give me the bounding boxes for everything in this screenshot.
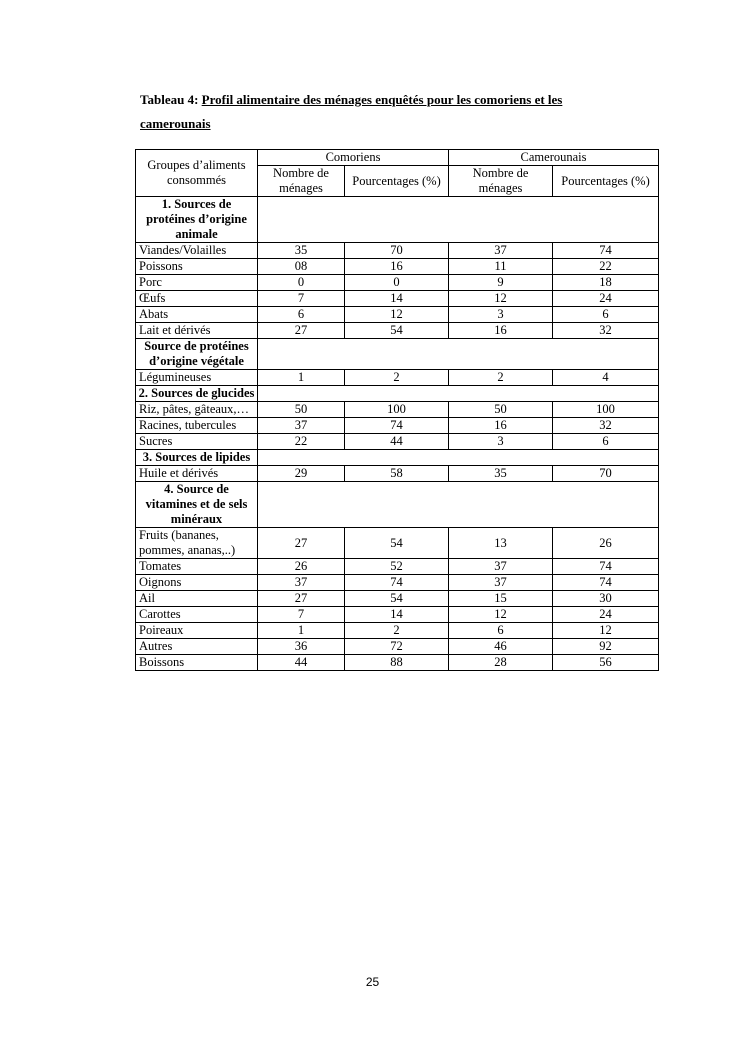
cell-comoriens-percent: 58: [345, 466, 449, 482]
cell-camerounais-count: 15: [449, 591, 553, 607]
cell-camerounais-percent: 24: [553, 607, 659, 623]
group-label: 1. Sources de protéines d’origine animale: [136, 197, 258, 243]
cell-camerounais-count: 50: [449, 402, 553, 418]
group-row: [136, 450, 659, 466]
cell-comoriens-count: 35: [258, 243, 345, 259]
group-row: [136, 482, 659, 528]
table-row: [136, 607, 659, 623]
cell-comoriens-count: 36: [258, 639, 345, 655]
table-row: [136, 275, 659, 291]
table-row: [136, 259, 659, 275]
row-label: Fruits (bananes, pommes, ananas,..): [136, 528, 258, 559]
cell-camerounais-percent: 4: [553, 370, 659, 386]
header-camerounais-count: Nombre de ménages: [449, 166, 553, 197]
row-label: Boissons: [136, 655, 258, 671]
table-row: [136, 575, 659, 591]
cell-comoriens-count: 37: [258, 575, 345, 591]
page-number: 25: [365, 975, 380, 989]
table-row: [136, 291, 659, 307]
cell-camerounais-percent: 22: [553, 259, 659, 275]
cell-camerounais-count: 12: [449, 607, 553, 623]
cell-camerounais-percent: 56: [553, 655, 659, 671]
cell-comoriens-percent: 54: [345, 323, 449, 339]
header-food-groups: Groupes d’aliments consommés: [136, 150, 258, 197]
cell-comoriens-percent: 14: [345, 607, 449, 623]
cell-comoriens-percent: 100: [345, 402, 449, 418]
group-label: 3. Sources de lipides: [136, 450, 258, 466]
cell-camerounais-count: 3: [449, 307, 553, 323]
cell-comoriens-count: 1: [258, 370, 345, 386]
table-row: [136, 466, 659, 482]
row-label: Autres: [136, 639, 258, 655]
header-camerounais: Camerounais: [449, 150, 659, 166]
cell-camerounais-count: 9: [449, 275, 553, 291]
cell-camerounais-percent: 74: [553, 575, 659, 591]
table-row: [136, 639, 659, 655]
row-label: Sucres: [136, 434, 258, 450]
cell-camerounais-count: 3: [449, 434, 553, 450]
group-label: 4. Source de vitamines et de sels minéraux: [136, 482, 258, 528]
table-row: [136, 623, 659, 639]
row-label: Huile et dérivés: [136, 466, 258, 482]
row-label: Poireaux: [136, 623, 258, 639]
cell-comoriens-percent: 88: [345, 655, 449, 671]
cell-comoriens-count: 1: [258, 623, 345, 639]
cell-camerounais-percent: 6: [553, 434, 659, 450]
row-label: Légumineuses: [136, 370, 258, 386]
cell-comoriens-percent: 2: [345, 623, 449, 639]
row-label: Carottes: [136, 607, 258, 623]
cell-comoriens-count: 22: [258, 434, 345, 450]
cell-comoriens-count: 44: [258, 655, 345, 671]
cell-camerounais-count: 2: [449, 370, 553, 386]
group-empty-cell: [258, 197, 659, 243]
cell-comoriens-count: 7: [258, 607, 345, 623]
table-row: [136, 418, 659, 434]
cell-camerounais-percent: 30: [553, 591, 659, 607]
cell-camerounais-percent: 18: [553, 275, 659, 291]
table-row: [136, 591, 659, 607]
table-body: [136, 197, 659, 671]
cell-comoriens-percent: 74: [345, 575, 449, 591]
table-row: [136, 434, 659, 450]
cell-camerounais-count: 37: [449, 243, 553, 259]
cell-comoriens-percent: 12: [345, 307, 449, 323]
cell-comoriens-percent: 54: [345, 591, 449, 607]
header-row-1: [136, 150, 659, 166]
cell-camerounais-percent: 6: [553, 307, 659, 323]
cell-camerounais-count: 11: [449, 259, 553, 275]
cell-comoriens-count: 0: [258, 275, 345, 291]
row-label: Oignons: [136, 575, 258, 591]
cell-camerounais-count: 16: [449, 418, 553, 434]
row-label: Tomates: [136, 559, 258, 575]
cell-comoriens-count: 27: [258, 528, 345, 559]
row-label: Viandes/Volailles: [136, 243, 258, 259]
cell-camerounais-count: 37: [449, 575, 553, 591]
cell-comoriens-count: 7: [258, 291, 345, 307]
group-row: [136, 339, 659, 370]
cell-comoriens-percent: 0: [345, 275, 449, 291]
food-profile-table: [135, 149, 659, 671]
row-label: Poissons: [136, 259, 258, 275]
cell-camerounais-count: 16: [449, 323, 553, 339]
cell-camerounais-count: 35: [449, 466, 553, 482]
row-label: Racines, tubercules: [136, 418, 258, 434]
group-label: 2. Sources de glucides: [136, 386, 258, 402]
table-row: [136, 243, 659, 259]
group-empty-cell: [258, 339, 659, 370]
cell-camerounais-count: 6: [449, 623, 553, 639]
cell-camerounais-count: 28: [449, 655, 553, 671]
group-empty-cell: [258, 482, 659, 528]
header-camerounais-percent: Pourcentages (%): [553, 166, 659, 197]
group-row: [136, 386, 659, 402]
cell-camerounais-percent: 100: [553, 402, 659, 418]
cell-camerounais-percent: 74: [553, 243, 659, 259]
cell-comoriens-count: 26: [258, 559, 345, 575]
cell-comoriens-count: 29: [258, 466, 345, 482]
cell-camerounais-percent: 92: [553, 639, 659, 655]
row-label: Abats: [136, 307, 258, 323]
row-label: Œufs: [136, 291, 258, 307]
cell-comoriens-percent: 16: [345, 259, 449, 275]
cell-comoriens-percent: 54: [345, 528, 449, 559]
caption-prefix: Tableau 4:: [140, 92, 202, 107]
cell-comoriens-count: 08: [258, 259, 345, 275]
cell-comoriens-percent: 52: [345, 559, 449, 575]
cell-camerounais-percent: 70: [553, 466, 659, 482]
cell-camerounais-percent: 24: [553, 291, 659, 307]
group-label: Source de protéines d’origine végétale: [136, 339, 258, 370]
cell-camerounais-count: 46: [449, 639, 553, 655]
cell-comoriens-count: 6: [258, 307, 345, 323]
cell-camerounais-count: 37: [449, 559, 553, 575]
cell-comoriens-percent: 44: [345, 434, 449, 450]
cell-camerounais-count: 13: [449, 528, 553, 559]
header-comoriens-count: Nombre de ménages: [258, 166, 345, 197]
row-label: Porc: [136, 275, 258, 291]
cell-comoriens-count: 50: [258, 402, 345, 418]
row-label: Lait et dérivés: [136, 323, 258, 339]
table-caption: [140, 88, 610, 136]
cell-camerounais-count: 12: [449, 291, 553, 307]
group-empty-cell: [258, 450, 659, 466]
header-comoriens-percent: Pourcentages (%): [345, 166, 449, 197]
group-empty-cell: [258, 386, 659, 402]
table-row: [136, 655, 659, 671]
table-row: [136, 528, 659, 559]
table-row: [136, 370, 659, 386]
row-label: Ail: [136, 591, 258, 607]
cell-comoriens-percent: 2: [345, 370, 449, 386]
cell-camerounais-percent: 12: [553, 623, 659, 639]
cell-comoriens-percent: 72: [345, 639, 449, 655]
cell-comoriens-count: 27: [258, 323, 345, 339]
table-row: [136, 559, 659, 575]
row-label: Riz, pâtes, gâteaux,…: [136, 402, 258, 418]
cell-camerounais-percent: 26: [553, 528, 659, 559]
cell-camerounais-percent: 32: [553, 418, 659, 434]
table-row: [136, 307, 659, 323]
cell-comoriens-count: 37: [258, 418, 345, 434]
cell-comoriens-percent: 74: [345, 418, 449, 434]
cell-comoriens-count: 27: [258, 591, 345, 607]
caption-title: Profil alimentaire des ménages enquêtés pour les comoriens et les camerounais: [140, 92, 563, 131]
table-row: [136, 402, 659, 418]
cell-camerounais-percent: 74: [553, 559, 659, 575]
header-comoriens: Comoriens: [258, 150, 449, 166]
group-row: [136, 197, 659, 243]
table-row: [136, 323, 659, 339]
cell-comoriens-percent: 14: [345, 291, 449, 307]
cell-camerounais-percent: 32: [553, 323, 659, 339]
cell-comoriens-percent: 70: [345, 243, 449, 259]
